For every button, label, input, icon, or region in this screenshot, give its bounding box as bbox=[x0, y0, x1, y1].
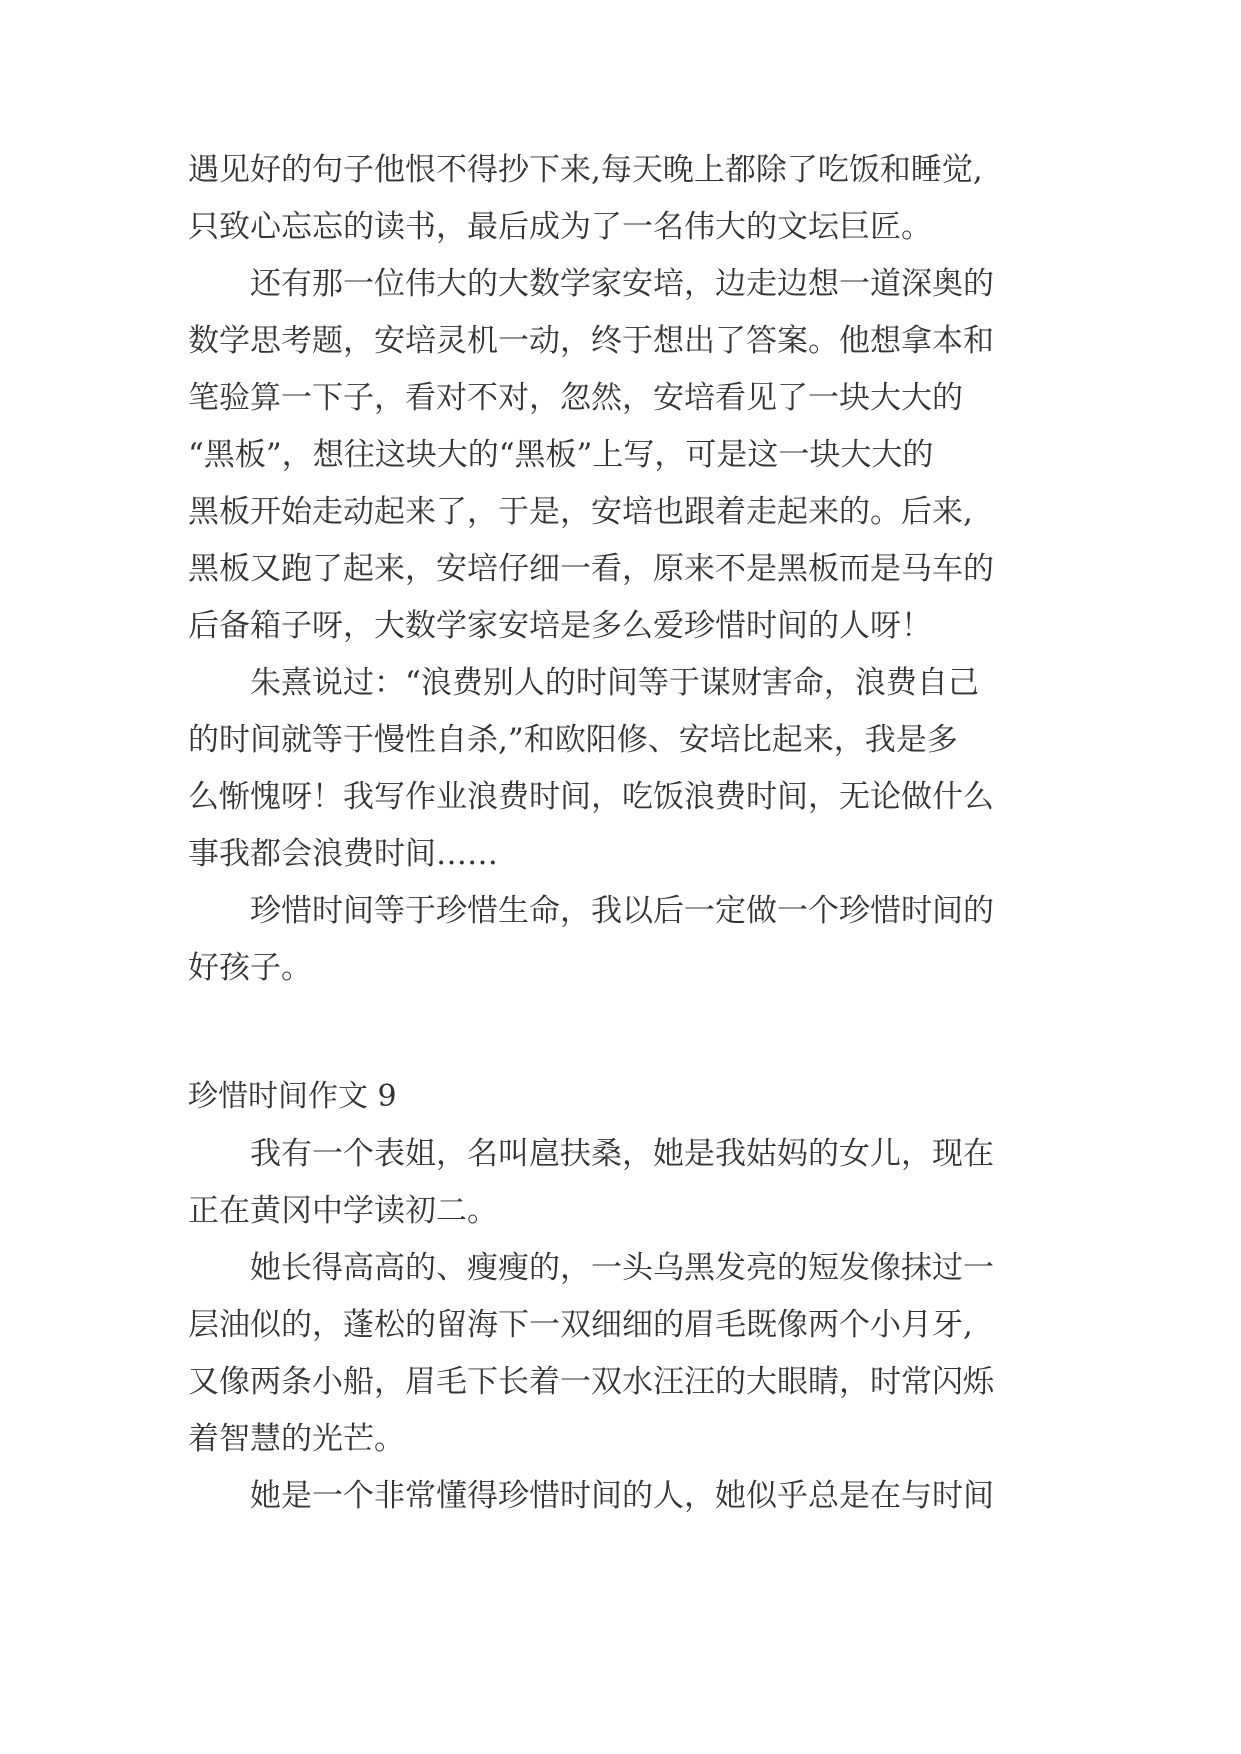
paragraph-start-line: 珍惜时间等于珍惜生命，我以后一定做一个珍惜时间的 bbox=[250, 893, 994, 929]
text-line: 好孩子。 bbox=[188, 950, 312, 986]
paragraph-start-line: 我有一个表姐，名叫扈扶桑，她是我姑妈的女儿，现在 bbox=[250, 1136, 994, 1172]
text-line: 正在黄冈中学读初二。 bbox=[188, 1193, 498, 1229]
text-line: 只致心忘忘的读书，最后成为了一名伟大的文坛巨匠。 bbox=[188, 209, 932, 245]
text-line: 层油似的，蓬松的留海下一双细细的眉毛既像两个小月牙, bbox=[188, 1307, 973, 1343]
section-title: 珍惜时间作文 9 bbox=[188, 1079, 397, 1114]
text-line: 着智慧的光芒。 bbox=[188, 1421, 405, 1457]
text-line: “黑板”，想往这块大的“黑板”上写，可是这一块大大的 bbox=[188, 437, 934, 473]
text-line: 的时间就等于慢性自杀,”和欧阳修、安培比起来，我是多 bbox=[188, 722, 958, 758]
paragraph-start-line: 她长得高高的、瘦瘦的，一头乌黑发亮的短发像抹过一 bbox=[250, 1250, 994, 1286]
text-line: 笔验算一下子，看对不对，忽然，安培看见了一块大大的 bbox=[188, 380, 963, 416]
text-line: 数学思考题，安培灵机一动，终于想出了答案。他想拿本和 bbox=[188, 323, 994, 359]
text-line: 黑板开始走动起来了，于是，安培也跟着走起来的。后来, bbox=[188, 494, 973, 530]
text-line: 黑板又跑了起来，安培仔细一看，原来不是黑板而是马车的 bbox=[188, 551, 994, 587]
text-line: 遇见好的句子他恨不得抄下来,每天晚上都除了吃饭和睡觉, bbox=[188, 152, 983, 188]
text-line: 后备箱子呀，大数学家安培是多么爱珍惜时间的人呀！ bbox=[188, 608, 932, 644]
text-line: 又像两条小船，眉毛下长着一双水汪汪的大眼睛，时常闪烁 bbox=[188, 1364, 994, 1400]
paragraph-start-line: 她是一个非常懂得珍惜时间的人，她似乎总是在与时间 bbox=[250, 1478, 994, 1514]
paragraph-start-line: 还有那一位伟大的大数学家安培，边走边想一道深奥的 bbox=[250, 266, 994, 302]
text-line: 么惭愧呀！我写作业浪费时间，吃饭浪费时间，无论做什么 bbox=[188, 779, 994, 815]
paragraph-start-line: 朱熹说过：“浪费别人的时间等于谋财害命，浪费自己 bbox=[250, 665, 979, 701]
text-line: 事我都会浪费时间…… bbox=[188, 836, 498, 872]
